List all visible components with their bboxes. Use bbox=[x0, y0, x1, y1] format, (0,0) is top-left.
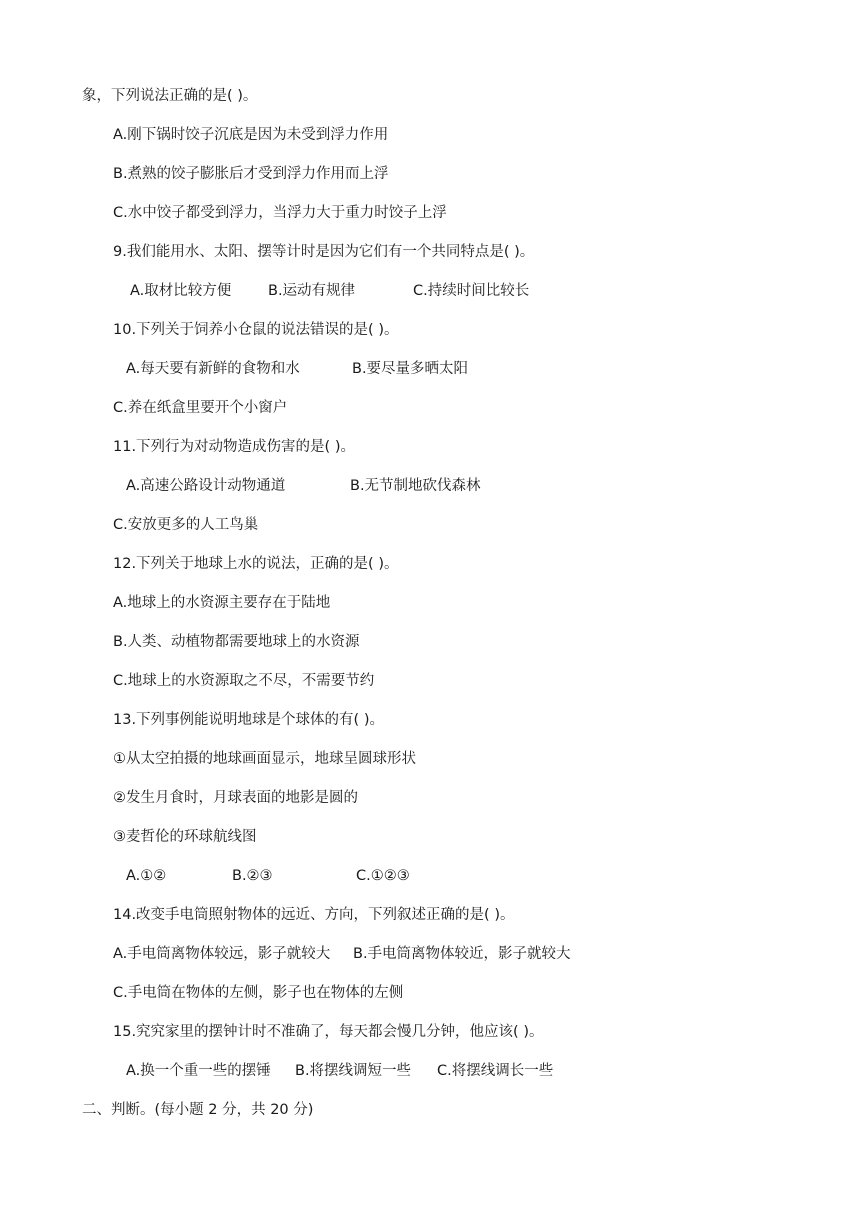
question-15-options bbox=[0, 1061, 860, 1081]
question-12-option-b: B.人类、动植物都需要地球上的水资源 bbox=[113, 634, 360, 650]
question-14-options bbox=[0, 944, 860, 964]
question-9-option-c: C.持续时间比较长 bbox=[413, 283, 530, 299]
question-15-option-c: C.将摆线调长一些 bbox=[437, 1063, 554, 1079]
question-14-option-b: B.手电筒离物体较近，影子就较大 bbox=[353, 946, 571, 962]
question-14-option-c: C.手电筒在物体的左侧，影子也在物体的左侧 bbox=[113, 985, 404, 1001]
question-9-options bbox=[0, 281, 860, 301]
question-11-stem: 11.下列行为对动物造成伤害的是( )。 bbox=[113, 439, 355, 455]
question-13-statement-3: ③麦哲伦的环球航线图 bbox=[113, 829, 257, 845]
question-11-option-c: C.安放更多的人工鸟巢 bbox=[113, 517, 259, 533]
question-15-option-b: B.将摆线调短一些 bbox=[295, 1063, 412, 1079]
question-9-option-a: A.取材比较方便 bbox=[130, 283, 232, 299]
question-13-option-a: A.①② bbox=[126, 868, 167, 884]
section-2-heading: 二、判断。(每小题 2 分，共 20 分) bbox=[82, 1102, 314, 1118]
question-12-stem: 12.下列关于地球上水的说法，正确的是( )。 bbox=[113, 556, 399, 572]
question-10-stem: 10.下列关于饲养小仓鼠的说法错误的是( )。 bbox=[113, 322, 399, 338]
question-9-option-b: B.运动有规律 bbox=[268, 283, 356, 299]
question-14-option-a: A.手电筒离物体较远，影子就较大 bbox=[113, 946, 331, 962]
question-10-option-c: C.养在纸盒里要开个小窗户 bbox=[113, 400, 288, 416]
question-11-option-b: B.无节制地砍伐森林 bbox=[350, 478, 481, 494]
question-12-option-c: C.地球上的水资源取之不尽，不需要节约 bbox=[113, 673, 375, 689]
question-13-option-b: B.②③ bbox=[232, 868, 273, 884]
question-10-options bbox=[0, 359, 860, 379]
question-10-option-a: A.每天要有新鲜的食物和水 bbox=[126, 361, 300, 377]
question-12-option-a: A.地球上的水资源主要存在于陆地 bbox=[113, 595, 331, 611]
question-8-option-a: A.刚下锅时饺子沉底是因为未受到浮力作用 bbox=[113, 127, 389, 143]
question-13-stem: 13.下列事例能说明地球是个球体的有( )。 bbox=[113, 712, 384, 728]
question-8-option-c: C.水中饺子都受到浮力，当浮力大于重力时饺子上浮 bbox=[113, 205, 447, 221]
question-11-option-a: A.高速公路设计动物通道 bbox=[126, 478, 286, 494]
question-11-options bbox=[0, 476, 860, 496]
question-15-stem: 15.究究家里的摆钟计时不准确了，每天都会慢几分钟，他应该( )。 bbox=[113, 1024, 544, 1040]
question-9-stem: 9.我们能用水、太阳、摆等计时是因为它们有一个共同特点是( )。 bbox=[113, 244, 535, 260]
question-15-option-a: A.换一个重一些的摆锤 bbox=[126, 1063, 271, 1079]
question-8-option-b: B.煮熟的饺子膨胀后才受到浮力作用而上浮 bbox=[113, 166, 389, 182]
question-13-statement-2: ②发生月食时，月球表面的地影是圆的 bbox=[113, 790, 358, 806]
question-14-stem: 14.改变手电筒照射物体的远近、方向，下列叙述正确的是( )。 bbox=[113, 907, 515, 923]
question-10-option-b: B.要尽量多晒太阳 bbox=[352, 361, 469, 377]
question-13-options bbox=[0, 866, 860, 886]
question-13-statement-1: ①从太空拍摄的地球画面显示，地球呈圆球形状 bbox=[113, 751, 416, 767]
question-8-stem-continued: 象，下列说法正确的是( )。 bbox=[82, 88, 258, 104]
question-13-option-c: C.①②③ bbox=[356, 868, 410, 884]
